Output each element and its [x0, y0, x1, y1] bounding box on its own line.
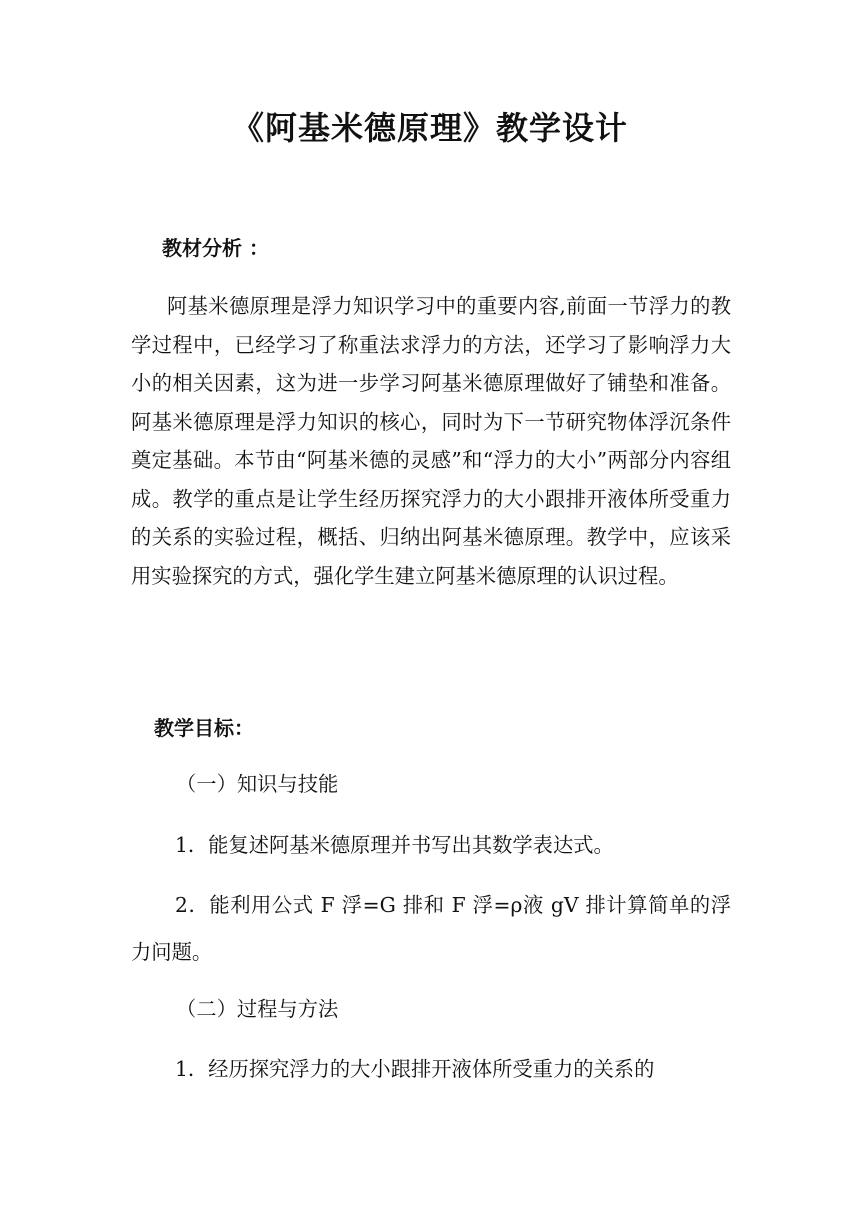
objective-item-1: 1．能复述阿基米德原理并书写出其数学表达式。: [175, 833, 614, 857]
objective-item-2: 2．能利用公式 F 浮=G 排和 F 浮=ρ液 gV 排计算简单的浮力问题。: [131, 893, 731, 964]
objective-item-3: 1．经历探究浮力的大小跟排开液体所受重力的关系的: [175, 1057, 655, 1081]
section-heading-analysis: 教材分析 ：: [162, 236, 269, 260]
subheading-knowledge-skills: （一）知识与技能: [176, 772, 339, 796]
section-heading-objectives: 教学目标：: [154, 716, 254, 740]
subheading-process-method: （二）过程与方法: [176, 997, 339, 1021]
analysis-paragraph: 阿基米德原理是浮力知识学习中的重要内容,前面一节浮力的教学过程中，已经学习了称重法求浮力的方法，还学习了影响浮力大小的相关因素，这为进一步学习阿基米德原理做好了铺垫和准备。阿基米德原理是浮力知识的核心，同时为下一节研究物体浮沉条件奠定基础。本节由“阿基米德的灵感”和“浮力的大小”两部分内容组成。教学的重点是让学生经历探究浮力的大小跟排开液体所受重力的关系的实验过程，概括、归纳出阿基米德原理。教学中，应该采用实验探究的方式，强化学生建立阿基米德原理的认识过程。: [131, 294, 731, 588]
document-title: 《阿基米德原理》教学设计: [231, 109, 628, 147]
analysis-body: [131, 287, 731, 595]
